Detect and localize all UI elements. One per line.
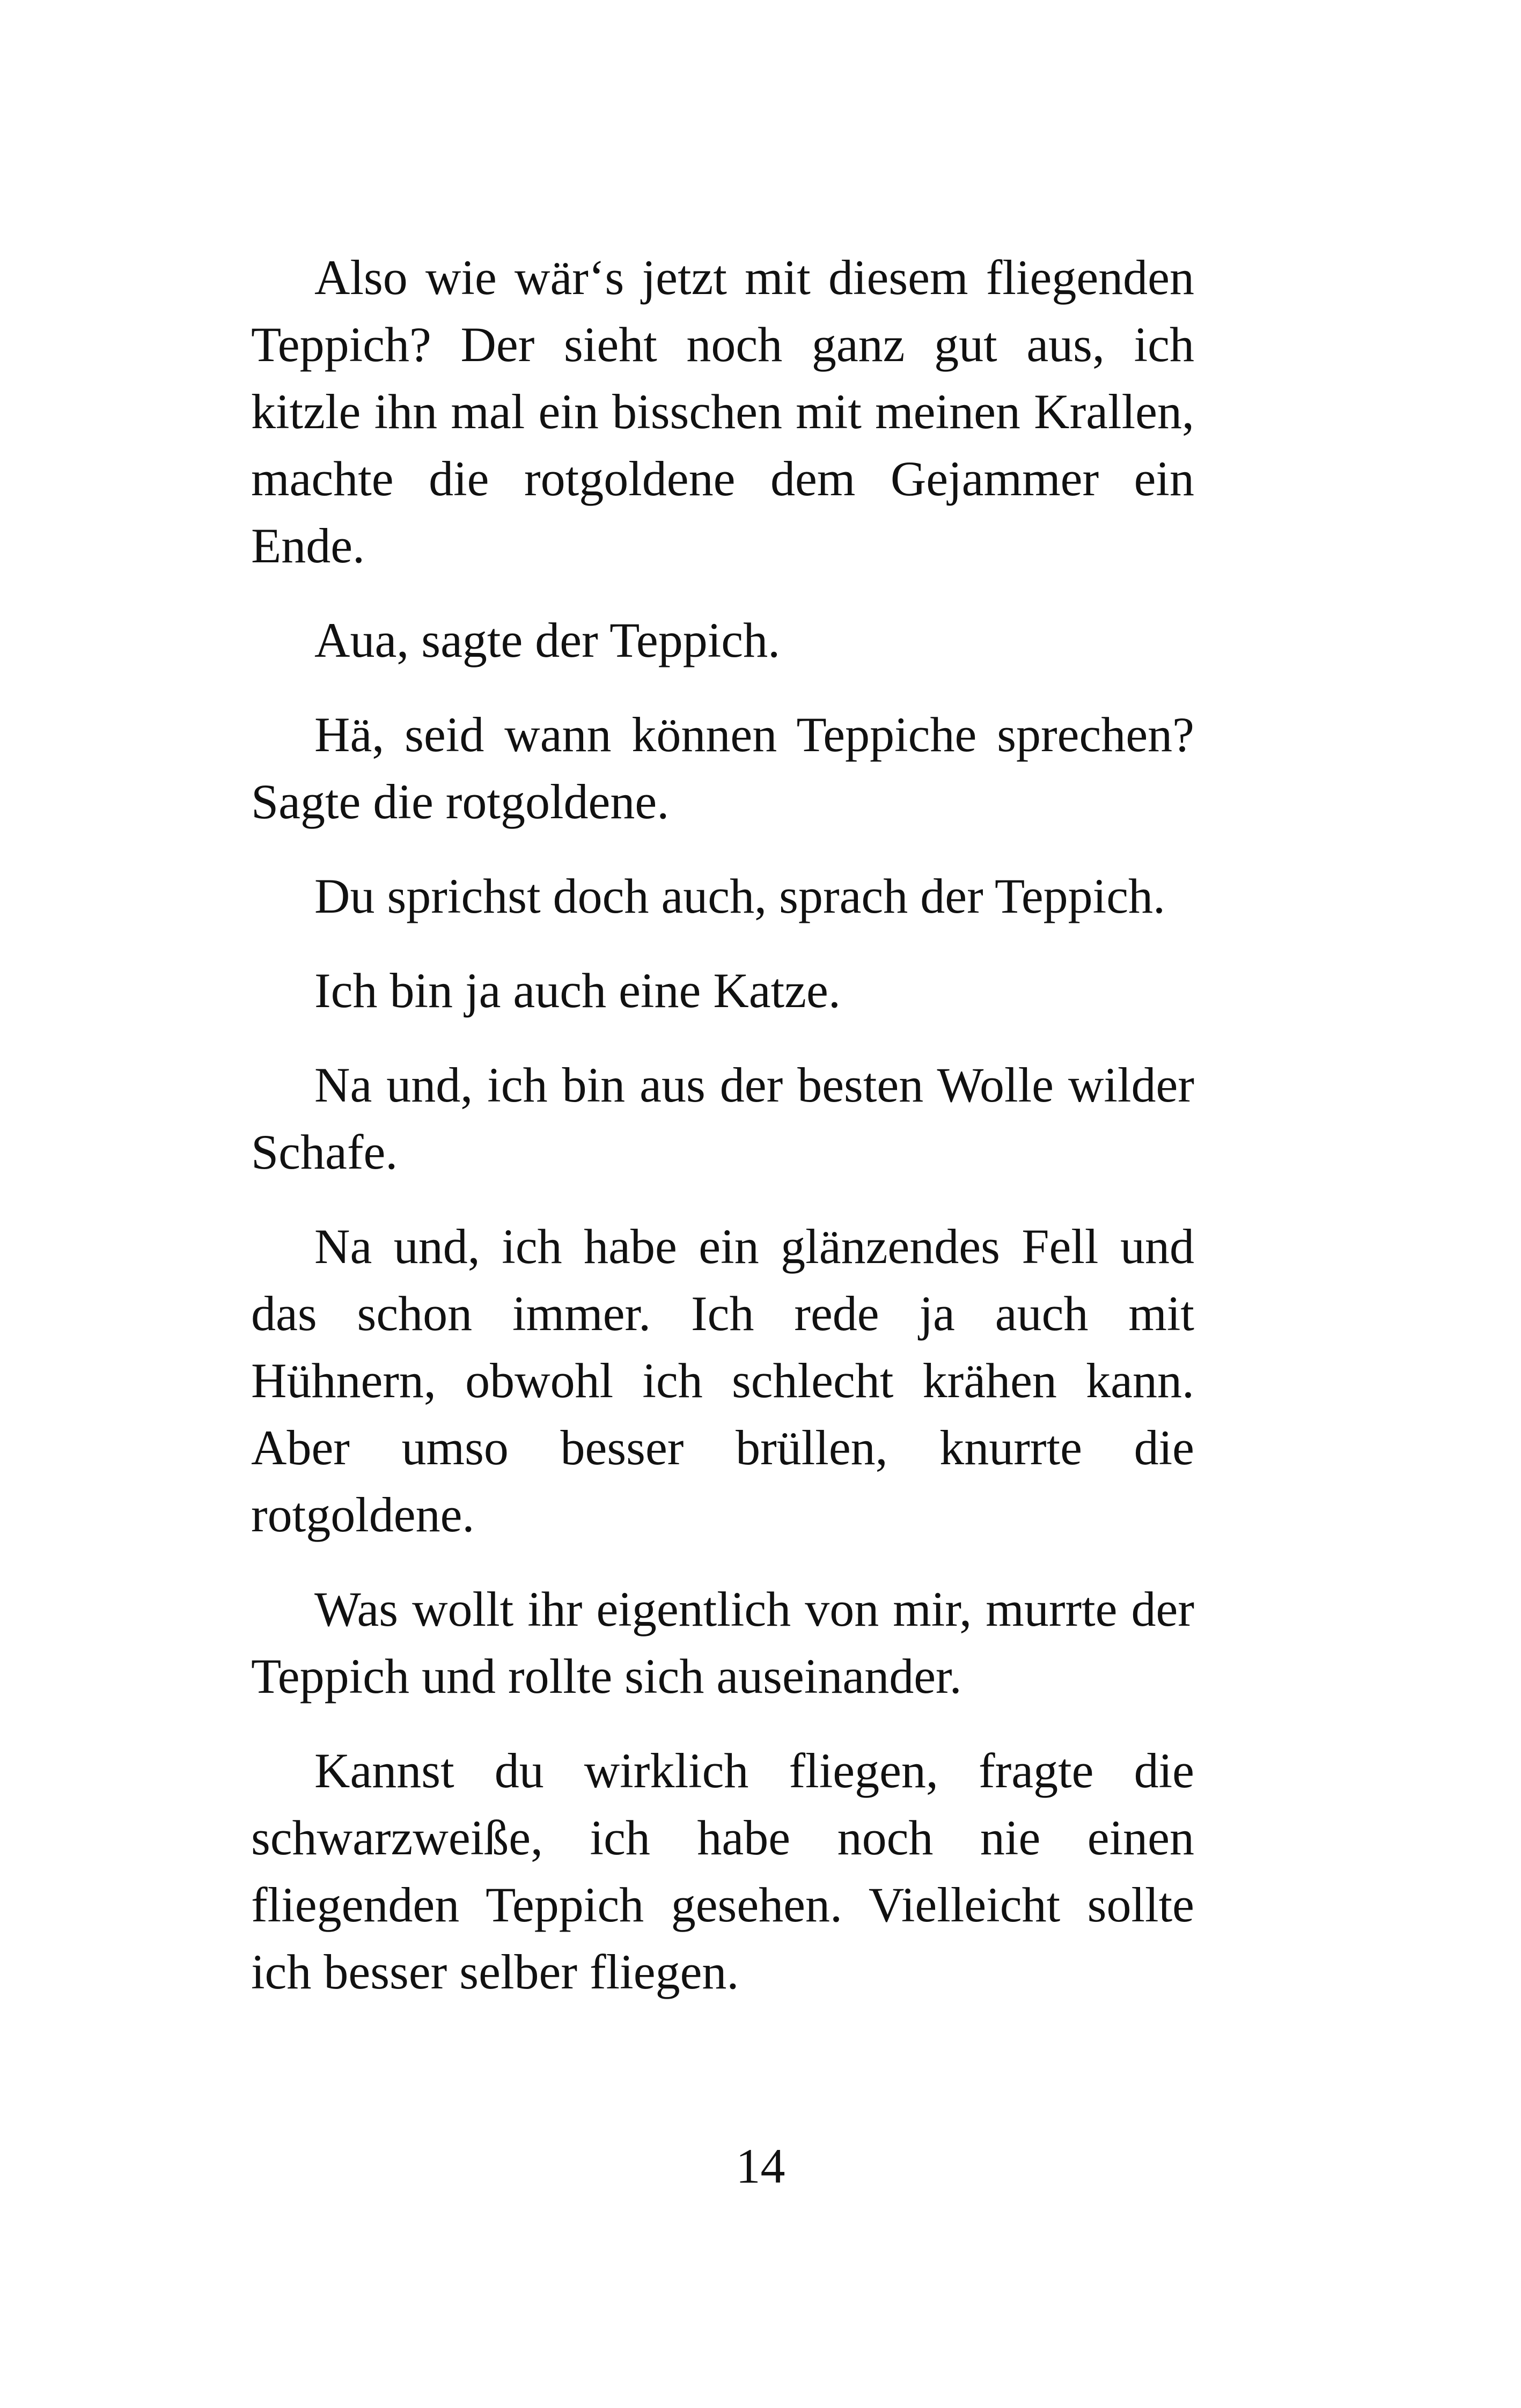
page-number: 14: [736, 2139, 785, 2193]
paragraph: Hä, seid wann können Teppiche sprechen? Sagte die rotgoldene.: [251, 707, 1194, 829]
paragraph: Na und, ich bin aus der besten Wolle wilder Schafe.: [251, 1058, 1194, 1179]
paragraph: Kannst du wirklich fliegen, fragte die schwarzweiße, ich habe noch nie einen fliegenden Teppich gesehen. Vielleicht sollte ich besser selber fliegen.: [251, 1743, 1194, 1999]
body-text: [251, 244, 1194, 2033]
paragraph: Na und, ich habe ein glänzendes Fell und das schon immer. Ich rede ja auch mit Hühnern, obwohl ich schlecht krähen kann. Aber umso besser brüllen, knurrte die rotgoldene.: [251, 1219, 1194, 1542]
paragraph: Aua, sagte der Teppich.: [314, 613, 781, 667]
paragraph: Du sprichst doch auch, sprach der Teppich.: [314, 869, 1166, 923]
paragraph: Ich bin ja auch eine Katze.: [314, 963, 841, 1018]
paragraph: Was wollt ihr eigentlich von mir, murrte der Teppich und rollte sich auseinander.: [251, 1582, 1194, 1704]
paragraph: Also wie wär‘s jetzt mit diesem fliegenden Teppich? Der sieht noch ganz gut aus, ich kitzle ihn mal ein bisschen mit meinen Krallen, machte die rotgoldene dem Gejammer ein Ende.: [251, 250, 1194, 573]
